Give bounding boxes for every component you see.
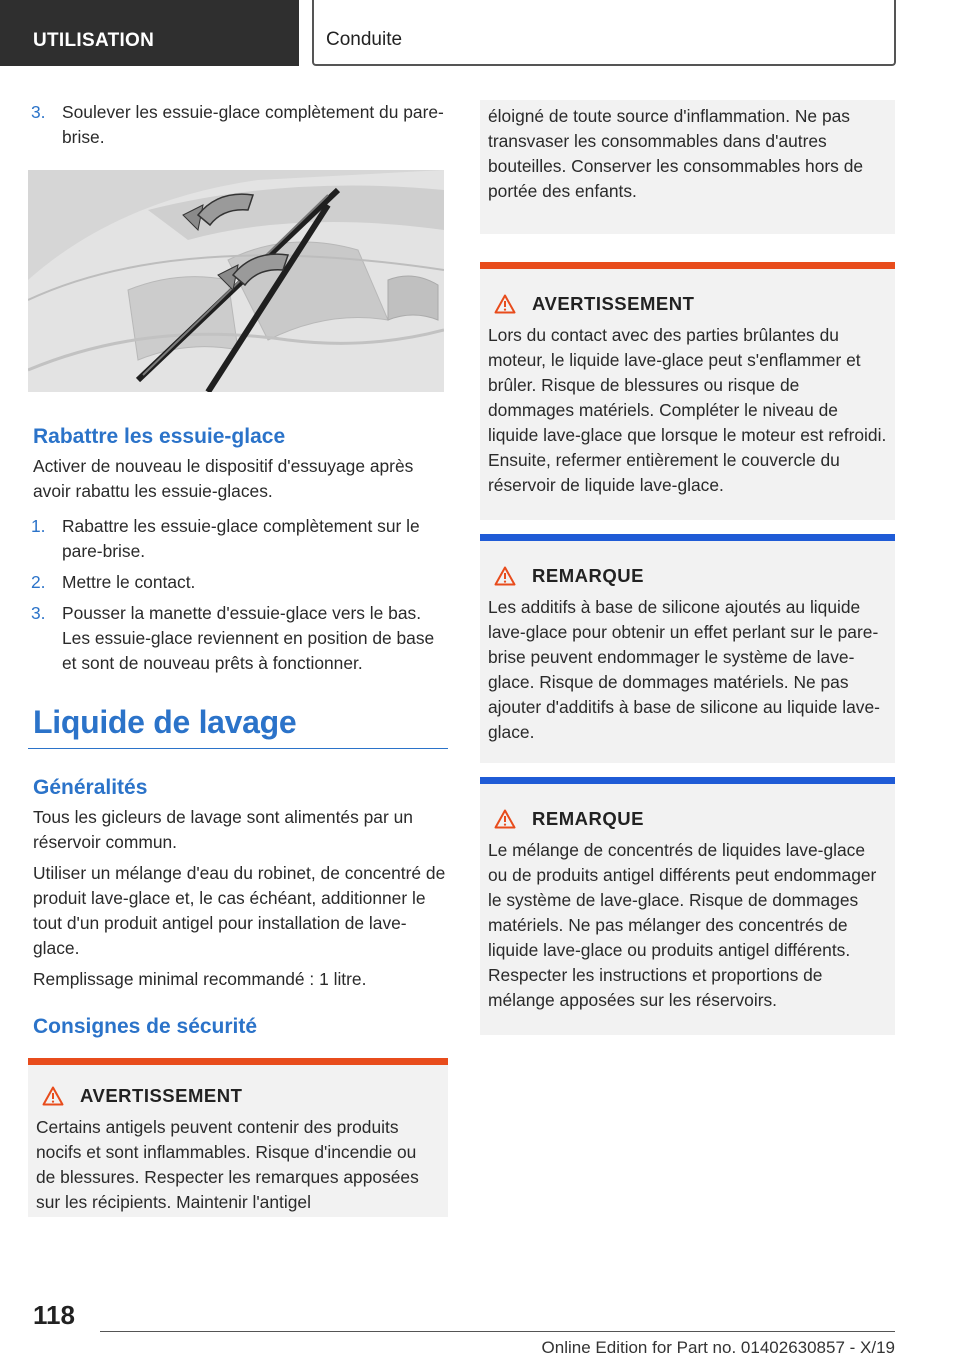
notice-heading: [480, 269, 895, 315]
heading-generalites: Généralités: [33, 776, 148, 799]
step-item: [28, 100, 448, 150]
remark-notice: [480, 534, 895, 763]
step-number: 3.: [31, 603, 46, 623]
notice-text: Certains antigels peuvent contenir des produits nocifs et sont inflammables. Risque d'incendie ou de blessures. Respecter les remarques apposées sur les récipients. Maintenir l'antigel: [36, 1117, 419, 1212]
warning-notice: [28, 1058, 448, 1217]
notice-text: Le mélange de concentrés de liquides lave-glace ou de produits antigel différents peut endommager le système de lave-glace. Risque de dommages matériels. Ne pas mélanger des concentrés de liquide lave-glace ou produits antigel différents. Respecter les instructions et proportions de mélange apposées sur les réservoirs.: [488, 840, 877, 1010]
notice-text: Lors du contact avec des parties brûlantes du moteur, le liquide lave-glace peut s'enflammer et brûler. Risque de blessures ou risque de dommages matériels. Compléter le niveau de liquide lave-glace que lorsque le moteur est refroidi. Ensuite, refermer entièrement le couvercle du réservoir de liquide lave-glace.: [488, 325, 887, 495]
notice-heading: [28, 1065, 448, 1107]
step-text: Mettre le contact.: [62, 572, 196, 592]
remark-bar: [480, 534, 895, 541]
step-text: Soulever les essuie-glace complètement du pare-brise.: [62, 102, 444, 147]
generalites-p1: Tous les gicleurs de lavage sont alimentés par un réservoir commun.: [33, 807, 413, 852]
warning-notice: [480, 262, 895, 520]
warning-triangle-icon: [42, 1086, 64, 1106]
left-column: [28, 100, 448, 1217]
notice-heading: [480, 541, 895, 587]
step-item: [28, 601, 448, 676]
page-header: [0, 0, 960, 66]
notice-text: éloigné de toute source d'inflammation. Ne pas transvaser les consommables dans d'autres bouteilles. Conserver les consommables hors de portée des enfants.: [488, 106, 864, 201]
step-number: 2.: [31, 572, 46, 592]
notice-heading: [480, 784, 895, 830]
step-number: 1.: [31, 516, 46, 536]
warning-triangle-icon: [494, 566, 516, 586]
remark-notice: [480, 777, 895, 1035]
notice-label: REMARQUE: [532, 565, 644, 586]
heading-rule: [28, 748, 448, 749]
generalites-p2: Utiliser un mélange d'eau du robinet, de concentré de produit lave-glace et, le cas échéant, additionner le tout d'un produit antigel pour installation de lave-glace.: [33, 863, 446, 958]
step-text: Pousser la manette d'essuie-glace vers le bas. Les essuie-glace reviennent en position de base et sont de nouveau prêts à fonctionner.: [62, 603, 435, 673]
generalites-p3: Remplissage minimal recommandé : 1 litre.: [33, 969, 367, 989]
remark-bar: [480, 777, 895, 784]
step-item: [28, 514, 448, 564]
right-column: [480, 100, 895, 1035]
wiper-illustration-svg: [28, 170, 444, 392]
rabattre-intro: Activer de nouveau le dispositif d'essuyage après avoir rabattu les essuie-glaces.: [33, 456, 414, 501]
step-text: Rabattre les essuie-glace complètement sur le pare-brise.: [62, 516, 420, 561]
warning-continuation: [480, 100, 895, 234]
warning-triangle-icon: [494, 294, 516, 314]
step-number: 3.: [31, 102, 46, 122]
notice-label: AVERTISSEMENT: [80, 1085, 243, 1106]
notice-label: AVERTISSEMENT: [532, 293, 695, 314]
chapter-tab: UTILISATION: [0, 0, 299, 66]
footer-rule: [100, 1331, 895, 1332]
heading-rabattre: Rabattre les essuie-glace: [33, 425, 286, 448]
footer-edition: Online Edition for Part no. 01402630857 - X/19: [541, 1338, 895, 1357]
heading-liquide-de-lavage: Liquide de lavage: [33, 704, 297, 740]
wiper-illustration: [28, 170, 444, 392]
warning-bar: [480, 262, 895, 269]
warning-bar: [28, 1058, 448, 1065]
warning-triangle-icon: [494, 809, 516, 829]
rabattre-steps: [28, 514, 448, 676]
heading-consignes: Consignes de sécurité: [33, 1015, 258, 1038]
notice-label: REMARQUE: [532, 808, 644, 829]
notice-text: Les additifs à base de silicone ajoutés au liquide lave-glace pour obtenir un effet perlant sur le pare-brise peuvent endommager le système de lave-glace. Risque de dommages matériels. Ne pas ajouter d'additifs à base de silicone au liquide lave-glace.: [488, 597, 880, 742]
section-title: Conduite: [312, 0, 896, 66]
step-item: [28, 570, 448, 595]
page-number: 118: [33, 1300, 75, 1330]
